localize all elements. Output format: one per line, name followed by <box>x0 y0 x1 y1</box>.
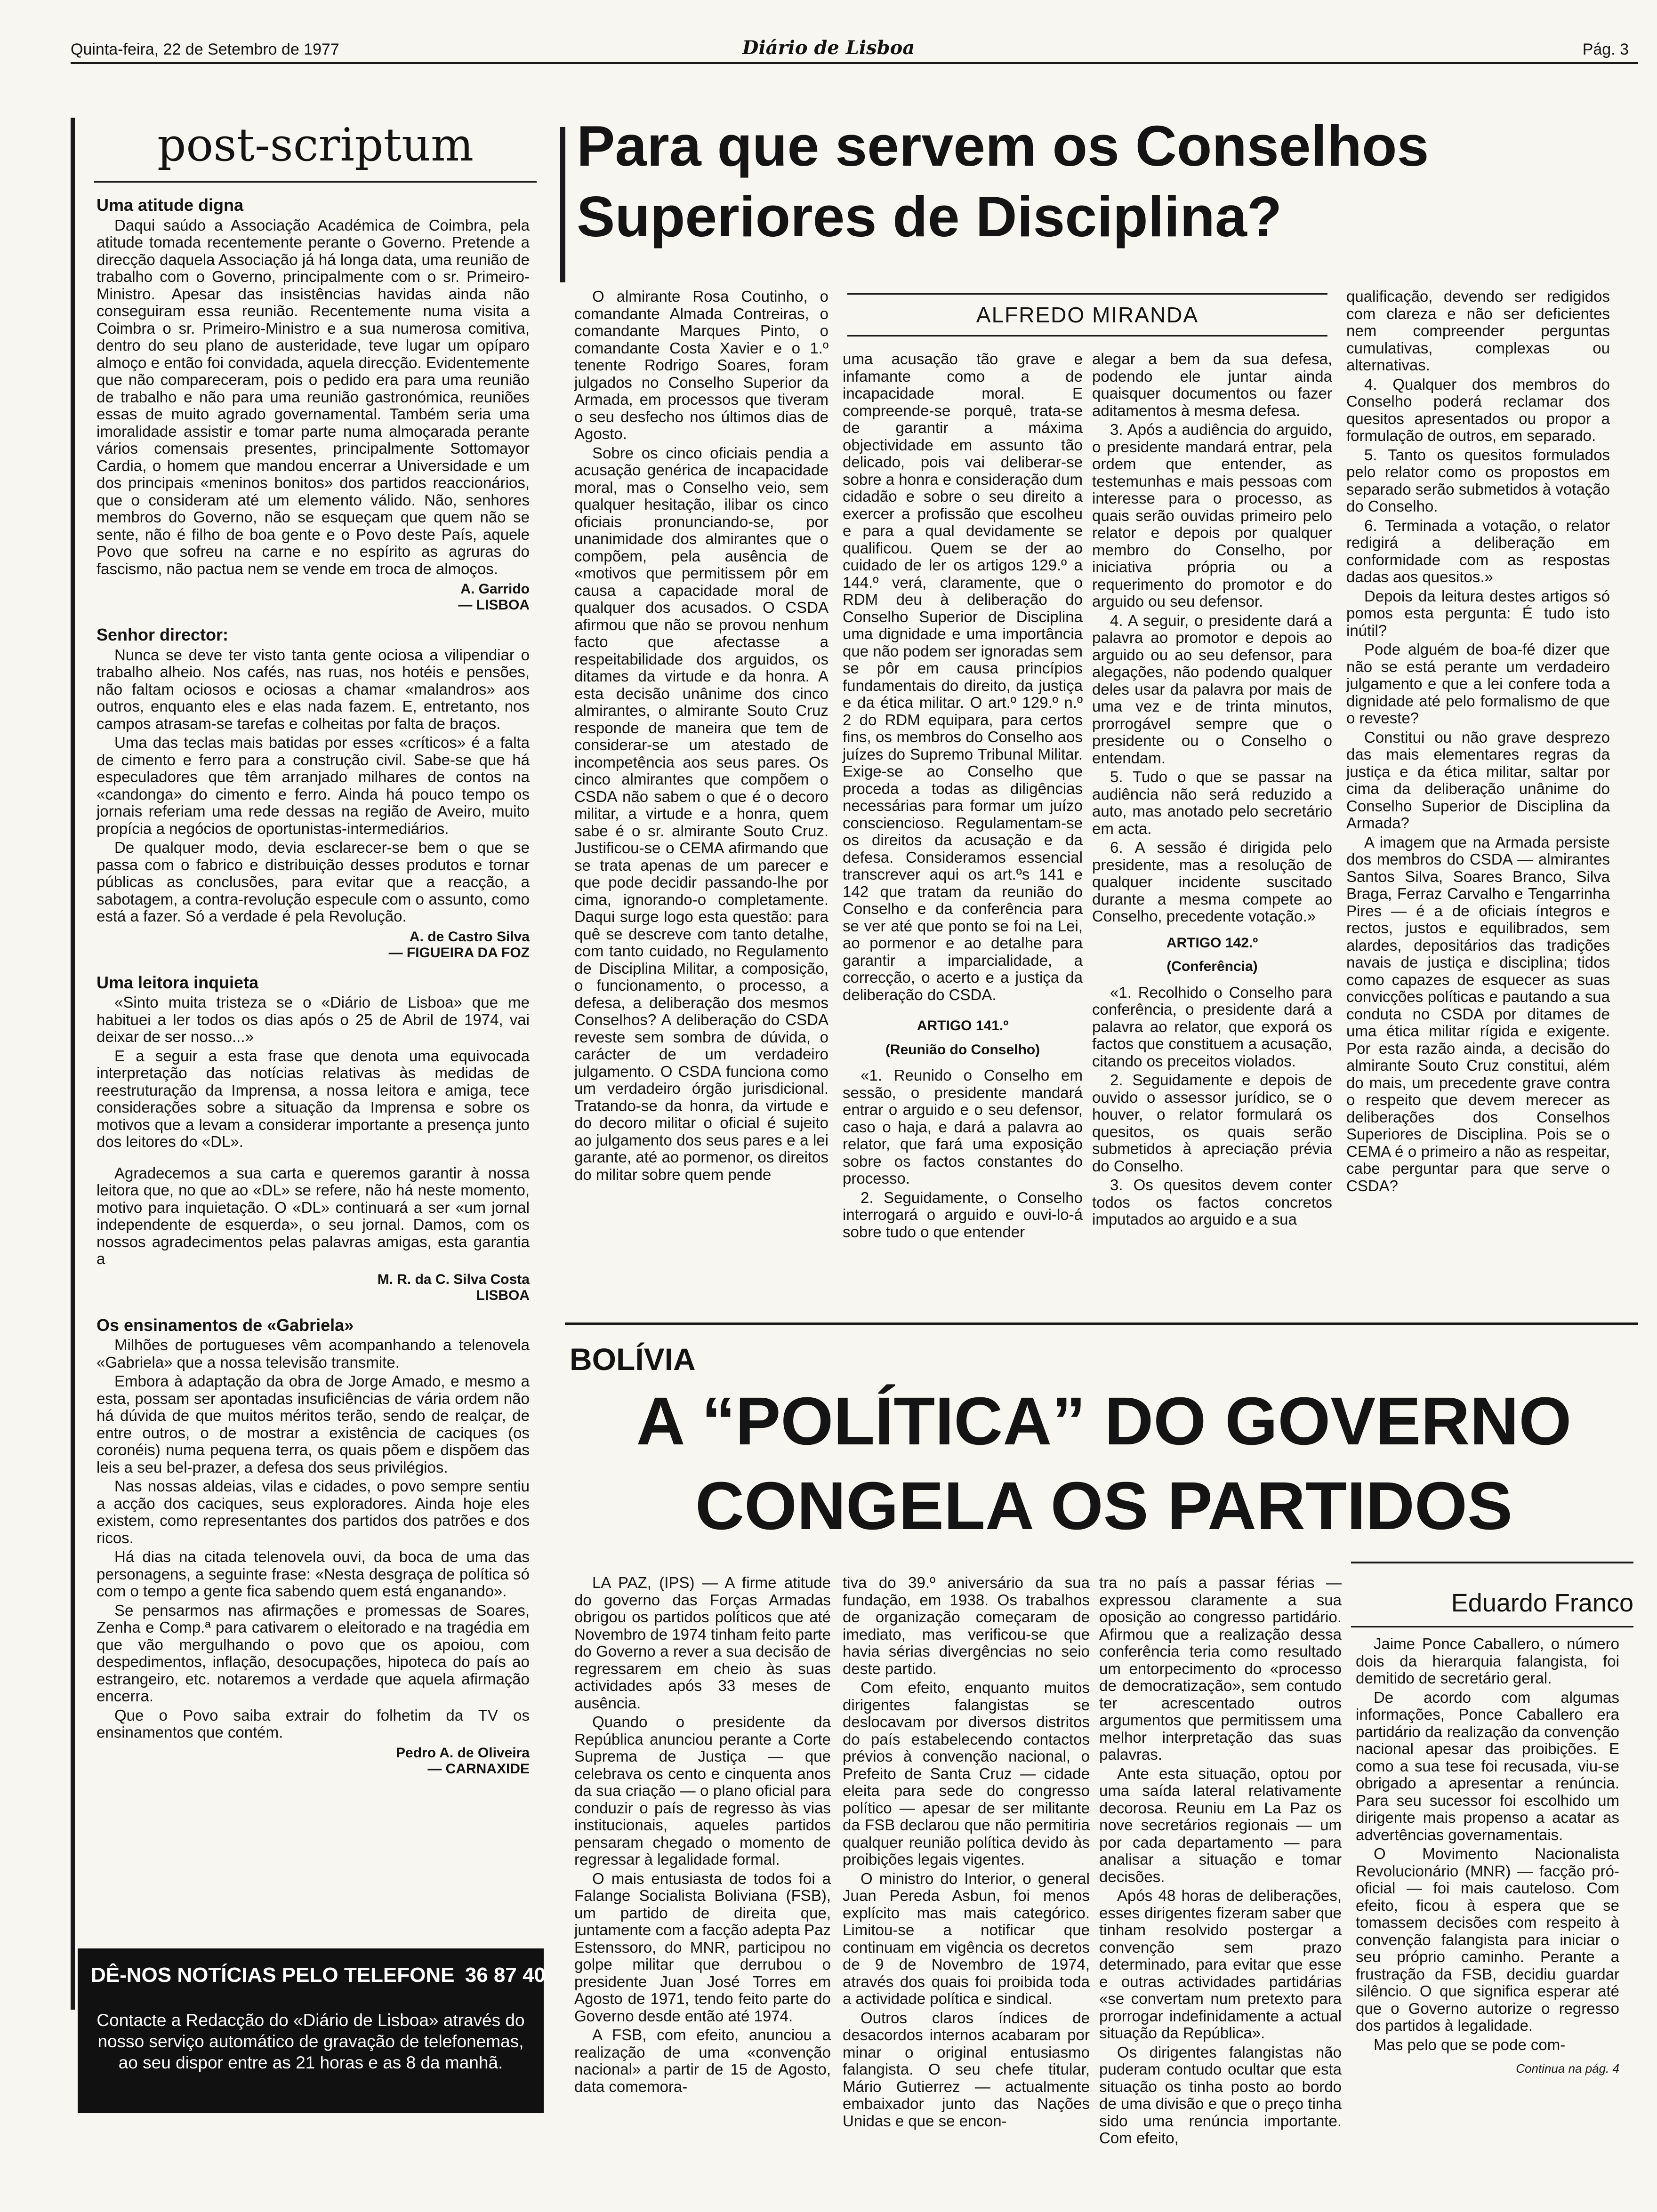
paragraph: Ante esta situação, optou por uma saída lateral relativamente decorosa. Reuniu em La Paz os nove secretários regionais — um por cada departamento — para analisar a situação e tomar decisões. <box>1099 1764 1342 1885</box>
paragraph: O ministro do Interior, o general Juan Pereda Asbun, foi menos explícito mas mais categórico. Limitou-se a notificar que continuam em vigência os decretos de 9 de Novembro de 1974, através dos quais foi proibida toda a actividade política e sindical. <box>843 1869 1090 2007</box>
signature-name: M. R. da C. Silva Costa <box>377 1271 530 1287</box>
paragraph: 4. Qualquer dos membros do Conselho poderá reclamar dos quesitos apresentados ou propor a formulação de outros, em separado. <box>1346 375 1610 444</box>
phone-promo-box <box>78 1948 544 2113</box>
paragraph: «Sinto muita tristeza se o «Diário de Lisboa» que me habituei a ler todos os dias após o 25 de Abril de 1974, vai deixar de ser nosso...» <box>97 994 530 1045</box>
signature-place: — LISBOA <box>458 597 530 613</box>
phone-promo-line: DÊ-NOS NOTÍCIAS PELO TELEFONE <box>91 1964 455 1987</box>
paragraph: De qualquer modo, devia esclarecer-se bem o que se passa com o fabrico e distribuição desses produtos e tornar públicas as conclusões, para evitar que a reacção, a sabotagem, a contra-revolução especule com o assunto, como está a fazer. Só a verdade é pela Revolução. <box>97 839 530 925</box>
signature <box>97 929 530 961</box>
paragraph: 5. Tanto os quesitos formulados pelo relator como os propostos em separado serão submetidos à votação do Conselho. <box>1346 446 1610 515</box>
paragraph: Embora à adaptação da obra de Jorge Amado, e mesmo a esta, possam ser apontadas insuficiências de vária ordem não há dúvida de que muitos méritos terão, sendo de realçar, de entre outros, o de mostrar a existência de caciques (os coronéis) numa pequena terra, os quais põem e dispõem das leis a seu bel-prazer, a defesa dos seus privilégios. <box>97 1372 530 1476</box>
article2-top-rule <box>565 1322 1638 1325</box>
paragraph: alegar a bem da sua defesa, podendo ele juntar ainda quaisquer documentos ou fazer aditamentos à mesma defesa. <box>1092 350 1332 419</box>
article-subtitle: (Reunião do Conselho) <box>885 1042 1040 1058</box>
article2-column-1 <box>574 1574 831 2097</box>
header-date: Quinta-feira, 22 de Setembro de 1977 <box>71 40 339 58</box>
section-heading-leitora: Uma leitora inquieta <box>97 972 259 992</box>
page-number: Pág. 3 <box>1582 40 1629 58</box>
article1-title-line2: Superiores de Disciplina? <box>577 184 1282 248</box>
postscriptum-left-bar <box>71 118 75 2010</box>
paragraph: 2. Seguidamente, o Conselho interrogará o arguido e ouvi-lo-á sobre tudo o que entender <box>843 1188 1083 1241</box>
phone-promo-headline <box>91 1964 546 1987</box>
postscriptum-column <box>97 188 530 1777</box>
paragraph: Mas pelo que se pode com- <box>1374 2036 1566 2053</box>
paragraph: Depois da leitura destes artigos só pomos esta pergunta: É tudo isto inútil? <box>1346 587 1610 639</box>
paragraph: 3. Após a audiência do arguido, o presidente mandará entrar, pela ordem que entender, as testemunhas e mais pessoas com interesse para o processo, as quais serão ouvidas primeiro pelo relator e depois por qualquer membro do Conselho, por iniciativa própria ou a requerimento do promotor e do arguido ou seu defensor. <box>1092 421 1332 610</box>
header-rule <box>71 62 1638 64</box>
byline-rule <box>1351 1626 1633 1627</box>
paragraph: Uma das teclas mais batidas por esses «críticos» é a falta de cimento e ferro para a construção civil. Sabe-se que há especuladores que têm arranjado milhares de contos na «candonga» do cimento e ferro. Ainda há pouco tempo os jornais referiam uma rede dessas na região de Aveiro, muito propícia a negócios de oportunistas-intermediários. <box>97 734 530 837</box>
paragraph: Nas nossas aldeias, vilas e cidades, o povo sempre sentiu a acção dos caciques, seus exploradores. Ainda hoje eles existem, como representantes dos partidos dos patrões e dos ricos. <box>97 1477 530 1547</box>
paragraph: Sobre os cinco oficiais pendia a acusação genérica de incapacidade moral, mas o Conselho veio, sem qualquer hesitação, ilibar os cinco oficiais pronunciando-se, por unanimidade dos almirantes que o compõem, pela ausência de «motivos que permitissem pôr em causa a capacidade moral de qualquer dos acusados. O CSDA afirmou que não se provou nenhum facto que afectasse a respeitabilidade dos arguidos, os ditames da virtude e da honra. A esta decisão unânime dos cinco almirantes, o almirante Souto Cruz responde de maneira que tem de considerar-se um atestado de incompetência aos seus pares. Os cinco almirantes que compõem o CSDA não sabem o que é o decoro militar, a virtude e a honra, quem sabe é o sr. almirante Souto Cruz. Justificou-se o CEMA afirmando que se trata apenas de um parecer e que pode decidir passando-lhe por cima, ignorando-o completamente. Daqui surge logo esta questão: para quê se descreve com tanto detalhe, com tanto cuidado, no Regulamento de Disciplina Militar, a composição, o funcionamento, o processo, a defesa, a deliberação dos mesmos Conselhos? A deliberação do CSDA reveste sem sombra de dúvida, o carácter de um verdadeiro julgamento. O CSDA funciona como um verdadeiro órgão jurisdicional. Tratando-se da honra, da virtude e do decoro militar o oficial é sujeito ao julgamento dos seus pares e a lei garante, até ao pormenor, os direitos do militar sobre quem pende <box>574 444 828 1183</box>
paragraph: Os dirigentes falangistas não puderam contudo ocultar que esta situação os tinha posto ao bordo de uma divisão e que o preço tinha sido uma renúncia importante. Com efeito, <box>1099 2043 1342 2147</box>
phone-number: 36 87 40 <box>465 1964 546 1987</box>
paragraph: Outros claros índices de desacordos internos acabaram por minar o original entusiasmo falangista. O seu chefe titular, Mário Gutierrez — actualmente embaixador junto das Nações Unidas e que se encon- <box>843 2009 1090 2130</box>
paragraph: tiva do 39.º aniversário da sua fundação, em 1938. Os trabalhos de organização começaram de imediato, mas verificou-se que havia sérias divergências no seio deste partido. <box>843 1574 1090 1677</box>
paragraph: Nunca se deve ter visto tanta gente ociosa a vilipendiar o trabalho alheio. Nos cafés, nas ruas, nos hotéis e pensões, não faltam ociosos e ociosas a chamar «malandros» aos outros, enquanto eles e elas nada fazem. E, entretanto, nos campos atrasam-se tarefas e colheitas por falta de braços. <box>97 646 530 732</box>
paragraph: Daqui saúdo a Associação Académica de Coimbra, pela atitude tomada recentemente perante o Governo. Pretende a direcção daquela Associação já há longa data, uma reunião de trabalho com o Governo, principalmente com o sr. Primeiro-Ministro. Apesar das insistências havidas ainda não conseguiram essa reunião. Recentemente numa visita a Coimbra o sr. Primeiro-Ministro e a sua numerosa comitiva, dentro do seu plano de austeridade, teve lugar um opíparo almoço e então foi convidada, aquela direcção. Evidentemente que não compareceram, pois o pedido era para uma reunião de trabalho e não para uma reunião gastronómica, reuniões essas de muito agrado governamental. Também seria uma imoralidade assistir e tomar parte numa almoçarada perante vários comensais presentes, principalmente Sottomayor Cardia, o homem que mandou encerrar a Universidade e um dos principais «meninos bonitos» dos partidos reaccionários, que o consideram até um elemento válido. Não, senhores membros do Governo, não se esqueçam que quem não se sente, não é filho de boa gente e o Povo deste País, aquele Povo que sofreu na carne e no espírito as agruras do fascismo, não pactua nem se vende em troca de almoços. <box>97 216 530 577</box>
article2-byline: Eduardo Franco <box>1451 1589 1633 1617</box>
paragraph: Se pensarmos nas afirmações e promessas de Soares, Zenha e Comp.ª para cativarem o eleitorado e na tragédia em que vão mergulhando o povo que os apoiou, com despedimentos, inflação, desocupações, hipoteca do país ao estrangeiro, etc. notaremos a verdade que aquela afirmação encerra. <box>97 1601 530 1705</box>
paragraph: O almirante Rosa Coutinho, o comandante Almada Contreiras, o comandante Marques Pinto, o comandante Costa Xavier e o 1.º tenente Rodrigo Soares, foram julgados no Conselho Superior da Armada, em processos que tiveram o seu desfecho nos últimos dias de Agosto. <box>574 288 828 442</box>
paragraph: Há dias na citada telenovela ouvi, da boca de uma das personagens, a seguinte frase: «Nesta desgraça de política só com o tempo a gente fica sabendo quem está enganando». <box>97 1548 530 1600</box>
article1-column-2 <box>843 351 1083 1242</box>
phone-promo-text: Contacte a Redacção do «Diário de Lisboa» através do nosso serviço automático de gravação de telefonemas, ao seu dispor entre as 21 horas e as 8 da manhã. <box>97 2011 525 2072</box>
paragraph: 4. A seguir, o presidente dará a palavra ao promotor e depois ao arguido ou ao seu defensor, para alegações, não podendo qualquer deles usar da palavra por mais de uma vez e de trinta minutos, prorrogável sempre que o presidente ou o Conselho o entendam. <box>1092 611 1332 767</box>
paragraph: «1. Reunido o Conselho em sessão, o presidente mandará entrar o arguido e o seu defensor, caso o haja, e dará a palavra ao relator, que fará uma exposição sobre os factos constantes do processo. <box>843 1066 1083 1187</box>
byline-rule <box>1351 1562 1633 1563</box>
paragraph: 6. A sessão é dirigida pelo presidente, mas a resolução de qualquer incidente suscitado durante a mesma compete ao Conselho, precedente votação.» <box>1092 839 1332 925</box>
postscriptum-title: post-scriptum <box>157 119 474 171</box>
byline-rule-bottom <box>847 335 1327 337</box>
article-title: ARTIGO 141.º <box>917 1018 1009 1034</box>
article1-column-1 <box>574 288 828 1185</box>
signature <box>97 581 530 613</box>
paragraph: 6. Terminada a votação, o relator redigirá a deliberação em conformidade com as respostas dadas aos quesitos.» <box>1346 516 1610 585</box>
signature-place: LISBOA <box>476 1287 530 1303</box>
paragraph: A imagem que na Armada persiste dos membros do CSDA — almirantes Santos Silva, Soares Branco, Silva Braga, Ferraz Carvalho e Tengarrinha Pires — é a de oficiais íntegros e rectos, justos e equilibrados, sem alardes, depositários das tradições navais de justiça e disciplina; tidos como capazes de esquecer as suas convicções políticas e pautando a sua conduta no CSDA por ditames de uma ética militar rígida e exigente. Por esta razão ainda, a decisão do almirante Souto Cruz constitui, além do mais, um precedente grave contra o respeito que devem merecer as deliberações dos Conselhos Superiores de Disciplina. Pois se o CEMA é o primeiro a não as respeitar, cabe perguntar para que serve o CSDA? <box>1346 833 1610 1194</box>
paragraph: Jaime Ponce Caballero, o número dois da hierarquia falangista, foi demitido de secretário geral. <box>1356 1635 1619 1687</box>
paragraph: Milhões de portugueses vêm acompanhando a telenovela «Gabriela» que a nossa televisão transmite. <box>97 1336 530 1371</box>
article-title: ARTIGO 142.º <box>1166 935 1258 951</box>
paragraph: «1. Recolhido o Conselho para conferência, o presidente dará a palavra ao relator, que exporá os factos que constituem a acusação, citando os preceitos violados. <box>1092 983 1332 1070</box>
article1-byline: ALFREDO MIRANDA <box>976 303 1199 327</box>
paragraph: uma acusação tão grave e infamante como a de incapacidade moral. E compreende-se porquê, trata-se de garantir a máxima objectividade em assunto tão delicado, pois vai deliberar-se sobre a honra e consideração dum cidadão e sobre o seu direito a exercer a profissão que escolheu e para a qual devidamente se qualificou. Quem se der ao cuidado de ler os artigos 129.º a 144.º verá, claramente, que o RDM deu à deliberação do Conselho Superior de Disciplina uma dignidade e uma importância que não podem ser ignoradas sem se pôr em causa princípios fundamentais do direito, da justiça e da ética militar. O art.º 129.º n.º 2 do RDM equipara, para certos fins, os membros do Conselho aos juízes do Supremo Tribunal Militar. Exige-se ao Conselho que proceda a todas as diligências necessárias para formar um juízo consciencioso. Regulamentam-se os direitos da acusação e da defesa. Consideramos essencial transcrever aqui os art.ºs 141 e 142 que tratam da reunião do Conselho e da conferência para se ver até que ponto se foi na Lei, ao pormenor e ao detalhe para garantir a imparcialidade, a correcção, o acerto e a justiça da deliberação do CSDA. <box>843 350 1083 1003</box>
continuation-note: Continua na pág. 4 <box>1516 2061 1619 2076</box>
byline-rule-top <box>847 293 1327 295</box>
paragraph: 2. Seguidamente e depois de ouvido o assessor jurídico, se o houver, o relator formulará os quesitos, os quais serão submetidos à apreciação prévia do Conselho. <box>1092 1071 1332 1175</box>
masthead: Diário de Lisboa <box>742 37 915 59</box>
paragraph: Com efeito, enquanto muitos dirigentes falangistas se deslocavam por diversos distritos do país estabelecendo contactos prévios à convenção nacional, o Prefeito de Santa Cruz — cidade eleita para sede do congresso político — apesar de ser militante da FSB declarou que não permitiria qualquer reunião política devido às proibições legais vigentes. <box>843 1679 1090 1868</box>
article2-column-2 <box>843 1574 1090 2132</box>
paragraph: O Movimento Nacionalista Revolucionário (MNR) — facção pró-oficial — foi mais cauteloso. Com efeito, ficou à espera que se tomassem decisões com respeito à convenção falangista para iniciar o seu próprio caminho. Perante a frustração da FSB, decidiu guardar silêncio. O que significa esperar até que o Governo autorize o regresso dos partidos à legalidade. <box>1356 1845 1619 2034</box>
postscriptum-title-rule <box>94 181 537 183</box>
article2-title-line2: CONGELA OS PARTIDOS <box>695 1468 1513 1544</box>
paragraph: Pode alguém de boa-fé dizer que não se está perante um verdadeiro julgamento e que a lei confere toda a dignidade até pelo formalismo de que o reveste? <box>1346 641 1610 727</box>
signature <box>97 1272 530 1304</box>
article1-title-line1: Para que servem os Conselhos <box>577 114 1429 178</box>
paragraph: Que o Povo saiba extrair do folhetim da TV os ensinamentos que contém. <box>97 1706 530 1741</box>
signature-place: — FIGUEIRA DA FOZ <box>388 945 530 961</box>
signature-name: A. Garrido <box>460 581 530 597</box>
paragraph: De acordo com algumas informações, Ponce Caballero era partidário da realização da convenção nacional apesar das proibições. E como a sua tese foi recusada, viu-se obrigado a apresentar a renúncia. Para seu sucessor foi escolhido um dirigente mais propenso a acatar as advertências governamentais. <box>1356 1688 1619 1843</box>
article2-title <box>570 1379 1638 1548</box>
article1-title <box>577 111 1636 252</box>
paragraph: O mais entusiasta de todos foi a Falange Socialista Boliviana (FSB), um partido de direita que, juntamente com a facção adepta Paz Estenssoro, do MNR, participou no golpe militar que derrubou o presidente Juan José Torres em Agosto de 1971, tendo feito parte do Governo desde então até 1974. <box>574 1869 831 2025</box>
article-subtitle: (Conferência) <box>1166 959 1258 974</box>
signature-place: — CARNAXIDE <box>427 1761 530 1777</box>
section-heading-director: Senhor director: <box>97 625 229 644</box>
paragraph: 5. Tudo o que se passar na audiência não será reduzido a auto, mas anotado pelo secretário em acta. <box>1092 768 1332 837</box>
section-heading-atitude: Uma atitude digna <box>97 195 244 215</box>
paragraph: Agradecemos a sua carta e queremos garantir à nossa leitora que, no que ao «DL» se refere, não há neste momento, motivo para inquietação. O «DL» continuará a ser «um jornal independente de esquerda», o seu jornal. Damos, com os nossos agradecimentos pelas palavras amigas, esta garantia a <box>97 1164 530 1267</box>
article2-kicker: BOLÍVIA <box>570 1342 696 1377</box>
article2-column-4 <box>1356 1635 1619 2077</box>
article2-column-3 <box>1099 1574 1342 2149</box>
signature-name: A. de Castro Silva <box>409 929 530 945</box>
paragraph: tra no país a passar férias — expressou claramente a sua oposição ao congresso partidário. Afirmou que a realização dessa conferência teria como resultado um entorpecimento do «processo de democratização», sem contudo ter acrescentado outros argumentos que permitissem uma melhor interpretação das suas palavras. <box>1099 1574 1342 1763</box>
paragraph: Quando o presidente da República anunciou perante a Corte Suprema de Justiça — que celebrava os cento e cinquenta anos da sua criação — o plano oficial para conduzir o país de regresso às vias institucionais, aqueles partidos pensaram chegado o momento de regressar à legalidade formal. <box>574 1713 831 1868</box>
article1-column-3 <box>1092 351 1332 1230</box>
article1-column-4 <box>1346 288 1610 1196</box>
signature <box>97 1745 530 1777</box>
article2-title-line1: A “POLÍTICA” DO GOVERNO <box>636 1383 1572 1459</box>
paragraph: A FSB, com efeito, anunciou a realização de uma «convenção nacional» a partir de 15 de Agosto, data comemora- <box>574 2026 831 2095</box>
article1-left-bar <box>560 127 565 282</box>
paragraph: 3. Os quesitos devem conter todos os factos concretos imputados ao arguido e a sua <box>1092 1176 1332 1228</box>
paragraph: E a seguir a esta frase que denota uma equivocada interpretação das notícias relativas às medidas de reestruturação da Imprensa, a nossa leitora e amiga, tece considerações sobre a situação da Imprensa e sobre os motivos que a levam a considerar importante a presença junto dos leitores do «DL». <box>97 1047 530 1150</box>
paragraph: qualificação, devendo ser redigidos com clareza e não ser deficientes nem compreender perguntas cumulativas, complexas ou alternativas. <box>1346 288 1610 374</box>
paragraph: LA PAZ, (IPS) — A firme atitude do governo das Forças Armadas obrigou os partidos políticos que até Novembro de 1974 tinham feito parte do Governo a rever a sua decisão de regressarem em cheio às suas actividades após 33 meses de ausência. <box>574 1574 831 1712</box>
signature-name: Pedro A. de Oliveira <box>396 1745 530 1761</box>
paragraph: Após 48 horas de deliberações, esses dirigentes fizeram saber que tinham resolvido postergar a convenção sem prazo determinado, para evitar que esse e outras actividades partidárias «se convertam num pretexto para prorrogar indefinidamente a actual situação da República». <box>1099 1887 1342 2042</box>
paragraph: Constitui ou não grave desprezo das mais elementares regras da justiça e da ética militar, saltar por cima da deliberação unânime do Conselho Superior de Disciplina da Armada? <box>1346 728 1610 832</box>
section-heading-gabriela: Os ensinamentos de «Gabriela» <box>97 1315 354 1335</box>
